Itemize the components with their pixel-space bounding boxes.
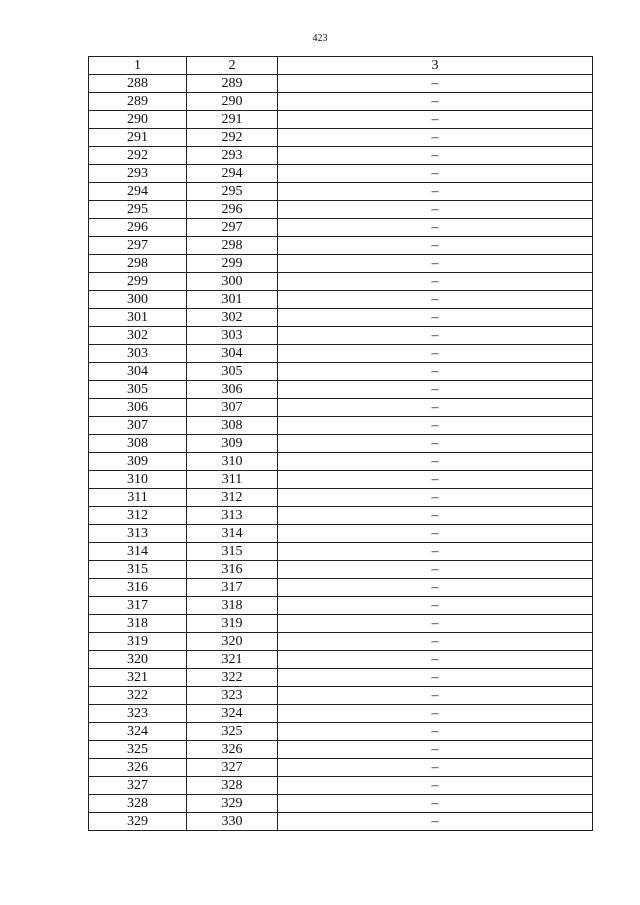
- table-row: [89, 633, 593, 651]
- table-row: [89, 309, 593, 327]
- table-cell-col-2: 323: [187, 687, 278, 705]
- table-cell-col-1: 300: [89, 291, 187, 309]
- table-cell-col-2: 304: [187, 345, 278, 363]
- table-cell-col-3: –: [278, 525, 593, 543]
- table-cell-col-2: 295: [187, 183, 278, 201]
- table-row: [89, 363, 593, 381]
- table-cell-col-3: –: [278, 561, 593, 579]
- table-row: [89, 525, 593, 543]
- table-cell-col-3: –: [278, 309, 593, 327]
- table-cell-col-3: –: [278, 705, 593, 723]
- column-header-2: 2: [187, 57, 278, 75]
- table-cell-col-2: 311: [187, 471, 278, 489]
- table-row: [89, 183, 593, 201]
- table-cell-col-2: 307: [187, 399, 278, 417]
- table-cell-col-1: 325: [89, 741, 187, 759]
- table-cell-col-1: 296: [89, 219, 187, 237]
- table-cell-col-3: –: [278, 471, 593, 489]
- table-cell-col-2: 292: [187, 129, 278, 147]
- table-cell-col-1: 315: [89, 561, 187, 579]
- table-row: [89, 147, 593, 165]
- table-cell-col-1: 320: [89, 651, 187, 669]
- table-cell-col-3: –: [278, 615, 593, 633]
- table-cell-col-2: 326: [187, 741, 278, 759]
- table-row: [89, 687, 593, 705]
- table-cell-col-3: –: [278, 741, 593, 759]
- table-cell-col-1: 322: [89, 687, 187, 705]
- table-cell-col-2: 297: [187, 219, 278, 237]
- table-cell-col-3: –: [278, 651, 593, 669]
- table-cell-col-1: 306: [89, 399, 187, 417]
- table-row: [89, 327, 593, 345]
- table-cell-col-2: 324: [187, 705, 278, 723]
- table-cell-col-3: –: [278, 399, 593, 417]
- page-number: 423: [312, 33, 328, 44]
- table-cell-col-2: 330: [187, 813, 278, 831]
- table-cell-col-1: 292: [89, 147, 187, 165]
- table-cell-col-1: 290: [89, 111, 187, 129]
- table-cell-col-2: 305: [187, 363, 278, 381]
- table-row: [89, 759, 593, 777]
- table-cell-col-1: 293: [89, 165, 187, 183]
- table-cell-col-1: 294: [89, 183, 187, 201]
- table-row: [89, 705, 593, 723]
- table-row: [89, 597, 593, 615]
- table-cell-col-3: –: [278, 777, 593, 795]
- table-row: [89, 669, 593, 687]
- table-cell-col-3: –: [278, 219, 593, 237]
- table-cell-col-2: 316: [187, 561, 278, 579]
- table-row: [89, 129, 593, 147]
- table-row: [89, 453, 593, 471]
- table-cell-col-1: 310: [89, 471, 187, 489]
- table-cell-col-3: –: [278, 345, 593, 363]
- table-cell-col-3: –: [278, 183, 593, 201]
- table-row: [89, 219, 593, 237]
- table-cell-col-3: –: [278, 669, 593, 687]
- table-cell-col-2: 314: [187, 525, 278, 543]
- table-cell-col-3: –: [278, 237, 593, 255]
- table-cell-col-2: 294: [187, 165, 278, 183]
- table-row: [89, 561, 593, 579]
- table-cell-col-2: 293: [187, 147, 278, 165]
- table-cell-col-1: 288: [89, 75, 187, 93]
- table-cell-col-1: 298: [89, 255, 187, 273]
- table-row: [89, 543, 593, 561]
- table-cell-col-2: 296: [187, 201, 278, 219]
- table-cell-col-1: 301: [89, 309, 187, 327]
- table-cell-col-2: 329: [187, 795, 278, 813]
- table-cell-col-1: 291: [89, 129, 187, 147]
- table-row: [89, 507, 593, 525]
- table-cell-col-3: –: [278, 291, 593, 309]
- table-cell-col-2: 289: [187, 75, 278, 93]
- table-cell-col-3: –: [278, 273, 593, 291]
- table-cell-col-2: 319: [187, 615, 278, 633]
- table-cell-col-2: 301: [187, 291, 278, 309]
- table-cell-col-3: –: [278, 795, 593, 813]
- table-row: [89, 417, 593, 435]
- table-cell-col-3: –: [278, 93, 593, 111]
- table-cell-col-2: 315: [187, 543, 278, 561]
- table-cell-col-3: –: [278, 327, 593, 345]
- table-cell-col-3: –: [278, 129, 593, 147]
- table-header-row: [89, 57, 593, 75]
- table-cell-col-1: 327: [89, 777, 187, 795]
- table-cell-col-2: 291: [187, 111, 278, 129]
- table-cell-col-1: 328: [89, 795, 187, 813]
- table-cell-col-3: –: [278, 417, 593, 435]
- table-row: [89, 795, 593, 813]
- table-cell-col-2: 309: [187, 435, 278, 453]
- table-row: [89, 813, 593, 831]
- table-row: [89, 579, 593, 597]
- table-cell-col-2: 303: [187, 327, 278, 345]
- table-cell-col-1: 312: [89, 507, 187, 525]
- table-cell-col-1: 318: [89, 615, 187, 633]
- table-cell-col-2: 320: [187, 633, 278, 651]
- table-cell-col-1: 304: [89, 363, 187, 381]
- table-cell-col-3: –: [278, 543, 593, 561]
- table-cell-col-1: 326: [89, 759, 187, 777]
- data-table: [88, 56, 593, 831]
- table-cell-col-2: 312: [187, 489, 278, 507]
- table-row: [89, 741, 593, 759]
- table-row: [89, 165, 593, 183]
- table-cell-col-2: 308: [187, 417, 278, 435]
- table-cell-col-3: –: [278, 489, 593, 507]
- table-row: [89, 201, 593, 219]
- table-row: [89, 237, 593, 255]
- table-row: [89, 399, 593, 417]
- table-cell-col-1: 297: [89, 237, 187, 255]
- table-row: [89, 273, 593, 291]
- table-row: [89, 381, 593, 399]
- table-cell-col-1: 308: [89, 435, 187, 453]
- table-cell-col-3: –: [278, 165, 593, 183]
- table-cell-col-2: 306: [187, 381, 278, 399]
- table-cell-col-1: 323: [89, 705, 187, 723]
- table-cell-col-2: 318: [187, 597, 278, 615]
- table-cell-col-2: 317: [187, 579, 278, 597]
- table-body: [89, 75, 593, 831]
- table-cell-col-2: 327: [187, 759, 278, 777]
- table-row: [89, 723, 593, 741]
- table-row: [89, 489, 593, 507]
- table-cell-col-1: 289: [89, 93, 187, 111]
- table-cell-col-3: –: [278, 633, 593, 651]
- table-cell-col-3: –: [278, 381, 593, 399]
- table-cell-col-3: –: [278, 507, 593, 525]
- table-row: [89, 345, 593, 363]
- column-header-1: 1: [89, 57, 187, 75]
- table-cell-col-3: –: [278, 723, 593, 741]
- table-cell-col-2: 302: [187, 309, 278, 327]
- table-row: [89, 255, 593, 273]
- table-cell-col-1: 316: [89, 579, 187, 597]
- table-cell-col-1: 329: [89, 813, 187, 831]
- table-cell-col-3: –: [278, 435, 593, 453]
- table-cell-col-3: –: [278, 201, 593, 219]
- data-table-container: [88, 56, 592, 831]
- table-cell-col-3: –: [278, 255, 593, 273]
- table-cell-col-3: –: [278, 687, 593, 705]
- table-cell-col-1: 295: [89, 201, 187, 219]
- table-cell-col-1: 321: [89, 669, 187, 687]
- table-cell-col-2: 310: [187, 453, 278, 471]
- table-row: [89, 111, 593, 129]
- table-row: [89, 75, 593, 93]
- table-cell-col-2: 321: [187, 651, 278, 669]
- table-row: [89, 291, 593, 309]
- table-cell-col-3: –: [278, 579, 593, 597]
- table-cell-col-1: 324: [89, 723, 187, 741]
- table-cell-col-3: –: [278, 75, 593, 93]
- table-cell-col-3: –: [278, 363, 593, 381]
- table-cell-col-1: 302: [89, 327, 187, 345]
- table-cell-col-3: –: [278, 813, 593, 831]
- table-cell-col-3: –: [278, 759, 593, 777]
- table-row: [89, 615, 593, 633]
- table-cell-col-2: 298: [187, 237, 278, 255]
- table-cell-col-1: 311: [89, 489, 187, 507]
- table-cell-col-2: 290: [187, 93, 278, 111]
- table-row: [89, 651, 593, 669]
- table-row: [89, 435, 593, 453]
- table-cell-col-1: 309: [89, 453, 187, 471]
- table-cell-col-1: 313: [89, 525, 187, 543]
- table-cell-col-3: –: [278, 111, 593, 129]
- table-cell-col-3: –: [278, 453, 593, 471]
- column-header-3: 3: [278, 57, 593, 75]
- table-cell-col-1: 299: [89, 273, 187, 291]
- table-cell-col-2: 328: [187, 777, 278, 795]
- table-cell-col-1: 314: [89, 543, 187, 561]
- table-cell-col-1: 305: [89, 381, 187, 399]
- table-cell-col-2: 322: [187, 669, 278, 687]
- table-row: [89, 777, 593, 795]
- table-cell-col-2: 325: [187, 723, 278, 741]
- table-row: [89, 93, 593, 111]
- table-cell-col-3: –: [278, 597, 593, 615]
- table-cell-col-1: 317: [89, 597, 187, 615]
- table-cell-col-1: 307: [89, 417, 187, 435]
- table-cell-col-1: 319: [89, 633, 187, 651]
- table-cell-col-1: 303: [89, 345, 187, 363]
- table-cell-col-2: 299: [187, 255, 278, 273]
- table-cell-col-2: 300: [187, 273, 278, 291]
- table-cell-col-3: –: [278, 147, 593, 165]
- table-cell-col-2: 313: [187, 507, 278, 525]
- table-row: [89, 471, 593, 489]
